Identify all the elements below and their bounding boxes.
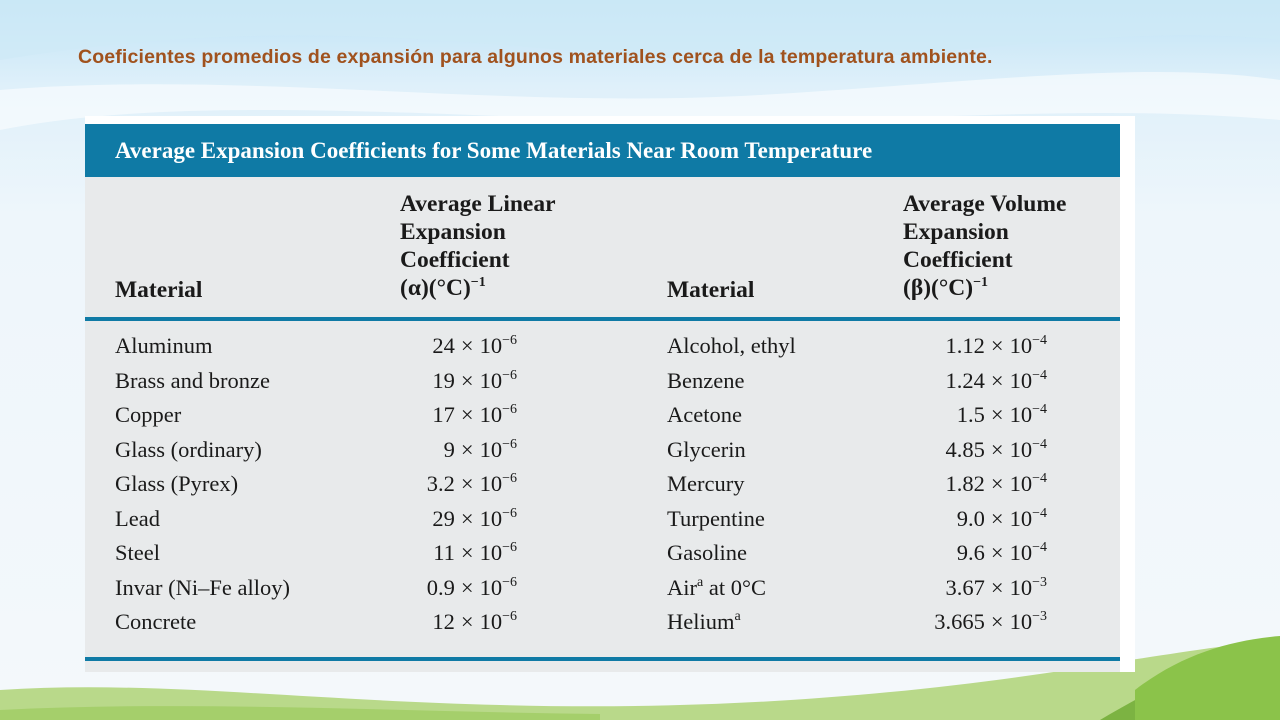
- linear-mantissa: 0.9: [426, 574, 455, 600]
- linear-mantissa: 11: [433, 540, 455, 565]
- row-linear-coefficient: [433, 540, 517, 566]
- times-symbol: ×: [990, 367, 1004, 393]
- header-material-left: Material: [115, 277, 203, 303]
- row-liquid-material: [667, 402, 742, 428]
- times-symbol: ×: [990, 471, 1004, 496]
- row-solid-material: Invar (Ni–Fe alloy): [115, 574, 290, 600]
- row-liquid-material: [667, 333, 796, 359]
- times-symbol: ×: [460, 367, 474, 393]
- volume-exponent: −3: [1032, 574, 1047, 590]
- linear-exponent: −6: [502, 505, 517, 521]
- row-volume-coefficient: [946, 575, 1047, 601]
- liquid-name: Alcohol, ethyl: [667, 333, 796, 358]
- volume-mantissa: 1.82: [945, 471, 985, 496]
- row-liquid-material: [667, 437, 746, 463]
- linear-exponent: −6: [502, 402, 517, 417]
- row-linear-coefficient: [432, 506, 517, 532]
- header-volume-line2: Expansion: [903, 219, 1009, 245]
- linear-exponent: −6: [502, 574, 517, 590]
- linear-base: 10: [479, 609, 503, 634]
- row-solid-material: Brass and bronze: [115, 367, 270, 393]
- row-volume-coefficient: [946, 368, 1047, 394]
- linear-mantissa: 9: [443, 436, 455, 462]
- linear-mantissa: 3.2: [426, 471, 455, 496]
- header-material-right: Material: [667, 277, 755, 303]
- times-symbol: ×: [460, 333, 474, 358]
- volume-mantissa: 1.24: [945, 367, 985, 393]
- row-solid-material: Concrete: [115, 609, 197, 634]
- header-linear-line2: Expansion: [400, 219, 506, 245]
- table-caption-bar: [85, 124, 1120, 177]
- linear-base: 10: [479, 436, 503, 462]
- liquid-name: Mercury: [667, 471, 745, 496]
- volume-exponent: −4: [1032, 471, 1047, 486]
- liquid-name: Turpentine: [667, 505, 765, 531]
- volume-mantissa: 9.6: [956, 540, 985, 565]
- header-linear-unit: [400, 274, 556, 302]
- row-volume-coefficient: [957, 506, 1047, 532]
- header-volume-unit-exp: −1: [973, 275, 989, 290]
- volume-base: 10: [1009, 540, 1033, 565]
- volume-mantissa: 1.5: [956, 402, 985, 427]
- liquid-name: Glycerin: [667, 436, 746, 462]
- linear-base: 10: [479, 402, 503, 427]
- row-volume-coefficient: [934, 609, 1047, 635]
- row-solid-material: Aluminum: [115, 333, 213, 358]
- volume-base: 10: [1009, 333, 1033, 358]
- times-symbol: ×: [460, 540, 474, 565]
- row-liquid-material: [667, 368, 744, 394]
- volume-exponent: −4: [1032, 367, 1047, 383]
- row-solid-material: Lead: [115, 505, 160, 531]
- row-linear-coefficient: [432, 402, 517, 428]
- header-linear-coefficient: [400, 190, 556, 302]
- linear-base: 10: [479, 505, 503, 531]
- volume-exponent: −4: [1032, 505, 1047, 521]
- times-symbol: ×: [990, 609, 1004, 634]
- linear-mantissa: 24: [432, 333, 455, 358]
- row-volume-coefficient: [946, 333, 1047, 359]
- header-linear-unit-text: (α)(°C): [400, 275, 471, 301]
- linear-exponent: −6: [502, 609, 517, 624]
- times-symbol: ×: [460, 436, 474, 462]
- volume-mantissa: 4.85: [945, 436, 985, 462]
- footnote-marker: a: [734, 609, 741, 624]
- row-volume-coefficient: [957, 540, 1047, 566]
- volume-base: 10: [1009, 436, 1033, 462]
- header-volume-coefficient: [903, 190, 1066, 302]
- header-volume-line1: Average Volume: [903, 191, 1067, 217]
- row-linear-coefficient: [444, 437, 517, 463]
- volume-base: 10: [1009, 505, 1033, 531]
- liquid-name: Benzene: [667, 367, 745, 393]
- volume-mantissa: 1.12: [945, 333, 985, 358]
- linear-base: 10: [479, 471, 503, 496]
- table-caption: Average Expansion Coefficients for Some Materials Near Room Temperature: [115, 138, 873, 163]
- row-liquid-material: [667, 471, 744, 497]
- linear-base: 10: [479, 574, 503, 600]
- header-linear-unit-exp: −1: [470, 275, 486, 290]
- volume-exponent: −4: [1032, 402, 1047, 417]
- row-volume-coefficient: [946, 471, 1047, 497]
- row-linear-coefficient: [432, 609, 517, 635]
- volume-exponent: −4: [1032, 540, 1047, 555]
- row-solid-material: Copper: [115, 402, 182, 427]
- row-linear-coefficient: [427, 575, 517, 601]
- row-solid-material: Glass (Pyrex): [115, 471, 239, 496]
- linear-base: 10: [479, 367, 503, 393]
- liquid-name: Helium: [667, 609, 735, 634]
- row-linear-coefficient: [432, 368, 517, 394]
- volume-base: 10: [1009, 471, 1033, 496]
- footnote-marker: a: [697, 574, 704, 590]
- times-symbol: ×: [990, 436, 1004, 462]
- header-volume-line3: Coefficient: [903, 247, 1013, 273]
- linear-mantissa: 12: [432, 609, 455, 634]
- volume-base: 10: [1009, 402, 1033, 427]
- linear-exponent: −6: [502, 540, 517, 555]
- volume-exponent: −4: [1032, 333, 1047, 348]
- header-rule: [85, 317, 1120, 321]
- row-linear-coefficient: [427, 471, 517, 497]
- linear-exponent: −6: [502, 333, 517, 348]
- liquid-name: Acetone: [667, 402, 742, 427]
- liquid-name: Gasoline: [667, 540, 747, 565]
- row-solid-material: Steel: [115, 540, 160, 565]
- row-linear-coefficient: [432, 333, 517, 359]
- volume-exponent: −4: [1032, 436, 1047, 452]
- times-symbol: ×: [990, 333, 1004, 358]
- row-volume-coefficient: [957, 402, 1047, 428]
- volume-base: 10: [1009, 609, 1033, 634]
- linear-mantissa: 19: [432, 367, 455, 393]
- table-body-panel: [85, 124, 1120, 672]
- volume-mantissa: 9.0: [956, 505, 985, 531]
- times-symbol: ×: [460, 402, 474, 427]
- row-solid-material: Glass (ordinary): [115, 436, 262, 462]
- header-volume-unit: [903, 274, 1066, 302]
- times-symbol: ×: [990, 402, 1004, 427]
- slide-title: Coeficientes promedios de expansión para algunos materiales cerca de la temperatura ambiente.: [78, 46, 993, 68]
- row-liquid-material: [667, 575, 766, 601]
- linear-base: 10: [479, 333, 503, 358]
- linear-base: 10: [479, 540, 503, 565]
- volume-exponent: −3: [1032, 609, 1047, 624]
- row-liquid-material: [667, 540, 747, 566]
- header-linear-line1: Average Linear: [400, 191, 556, 217]
- volume-base: 10: [1009, 574, 1033, 600]
- linear-exponent: −6: [502, 367, 517, 383]
- times-symbol: ×: [990, 574, 1004, 600]
- liquid-suffix: at 0°C: [703, 574, 766, 600]
- linear-exponent: −6: [502, 471, 517, 486]
- footer-rule: [85, 657, 1120, 661]
- times-symbol: ×: [460, 505, 474, 531]
- linear-exponent: −6: [502, 436, 517, 452]
- liquid-name: Air: [667, 574, 697, 600]
- linear-mantissa: 29: [432, 505, 455, 531]
- header-linear-line3: Coefficient: [400, 247, 510, 273]
- times-symbol: ×: [990, 540, 1004, 565]
- expansion-table: [85, 116, 1135, 672]
- volume-mantissa: 3.665: [934, 609, 985, 634]
- row-liquid-material: [667, 609, 741, 635]
- volume-mantissa: 3.67: [945, 574, 985, 600]
- volume-base: 10: [1009, 367, 1033, 393]
- times-symbol: ×: [460, 574, 474, 600]
- times-symbol: ×: [990, 505, 1004, 531]
- row-volume-coefficient: [946, 437, 1047, 463]
- times-symbol: ×: [460, 609, 474, 634]
- linear-mantissa: 17: [432, 402, 455, 427]
- times-symbol: ×: [460, 471, 474, 496]
- row-liquid-material: [667, 506, 765, 532]
- header-volume-unit-text: (β)(°C): [903, 275, 974, 301]
